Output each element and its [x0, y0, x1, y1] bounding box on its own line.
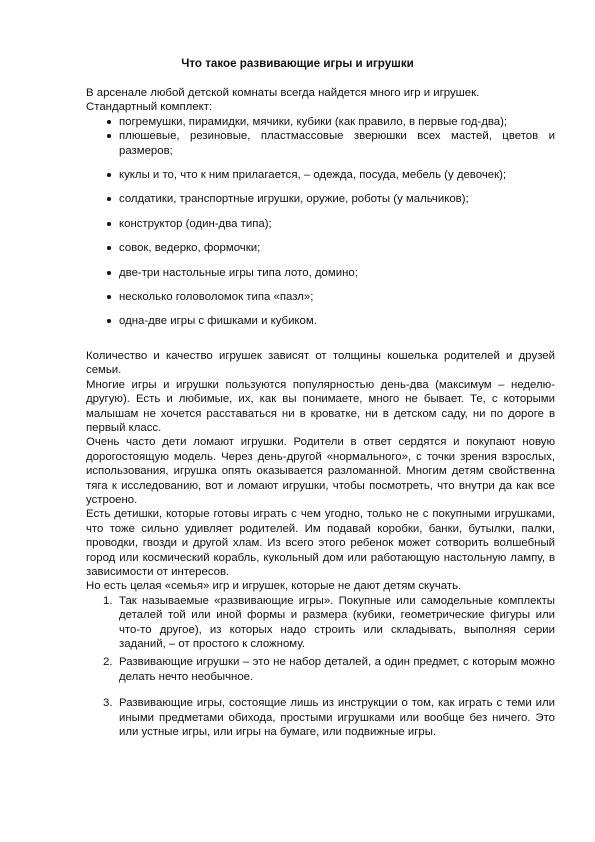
list-item: одна-две игры с фишками и кубиком. [86, 314, 555, 328]
document-body [86, 86, 555, 739]
intro-label: Стандартный комплект: [86, 101, 213, 114]
paragraph: Очень часто дети ломают игрушки. Родители в ответ сердятся и покупают новую дорогостоящую модель. Через день-другой «нормального», с точки зрения взрослых, использования, игрушка опять оказывается разломанной. Многим детям свойственна тяга к исследованию, вот и ломают игрушки, чтобы посмотреть, что внутри да как все устроено. [86, 436, 555, 506]
bullet-icon [107, 222, 111, 226]
list-item: конструктор (один-два типа); [86, 217, 555, 231]
bullet-icon [107, 134, 111, 138]
item-number: 1. [103, 594, 113, 607]
paragraph: Но есть целая «семья» игр и игрушек, которые не дают детям скучать. [86, 580, 462, 593]
bullet-icon [107, 120, 111, 124]
list-item: плюшевые, резиновые, пластмассовые зверюшки всех мастей, цветов и размеров; [86, 129, 555, 158]
paragraph: Многие игры и игрушки пользуются популярностью день-два (максимум – неделю-другую). Есть и любимые, их, как вы понимаете, много не бывает. Те, с которыми малышам не хочется расставаться ни в кроватке, ни в детском саду, ни по дороге в первый класс. [86, 378, 555, 434]
numbered-item: 2. Развивающие игрушки – это не набор деталей, а один предмет, с которым можно делать нечто необычное. [103, 656, 555, 683]
bullet-icon [107, 197, 111, 201]
item-number: 2. [103, 656, 113, 669]
item-number: 3. [103, 697, 113, 710]
bullet-icon [107, 319, 111, 323]
bullet-icon [107, 271, 111, 275]
list-item: две-три настольные игры типа лото, домино; [86, 266, 555, 280]
game-types-list [86, 594, 555, 740]
list-item: солдатики, транспортные игрушки, оружие, роботы (у мальчиков); [86, 192, 555, 206]
list-item: совок, ведерко, формочки; [86, 241, 555, 255]
list-item: куклы и то, что к ним прилагается, – одежда, посуда, мебель (у девочек); [86, 168, 555, 182]
paragraph: Есть детишки, которые готовы играть с чем угодно, только не с покупными игрушками, что тоже сильно удивляет родителей. Им подавай коробки, банки, бутылки, палки, проводки, гвозди и другой хлам. Из всего этого ребенок может сотворить волшебный город или космический корабль, кукольный дом или работающую настольную лампу, в зависимости от интересов. [86, 508, 555, 578]
bullet-icon [107, 173, 111, 177]
toy-list [86, 115, 555, 329]
numbered-item: 1. Так называемые «развивающие игры». Покупные или самодельные комплекты деталей той или иной формы и размера (кубики, геометрические фигуры или что-то другое), из которых надо строить или складывать, выполняя серии заданий, – от простого к сложному. [103, 594, 555, 650]
list-item: погремушки, пирамидки, мячики, кубики (как правило, в первые год-два); [86, 115, 555, 129]
list-item: несколько головоломок типа «пазл»; [86, 290, 555, 304]
numbered-item: 3. Развивающие игры, состоящие лишь из инструкции о том, как играть с теми или иными предметами обихода, простыми игрушками или вообще без ничего. Это или устные игры, или игры на бумаге, или подвижные игры. [103, 697, 555, 739]
bullet-icon [107, 246, 111, 250]
page-title: Что такое развивающие игры и игрушки [181, 57, 414, 70]
paragraph: Количество и качество игрушек зависят от толщины кошелька родителей и друзей семьи. [86, 349, 555, 377]
bullet-icon [107, 295, 111, 299]
intro-text: В арсенале любой детской комнаты всегда найдется много игр и игрушек. [86, 87, 480, 99]
